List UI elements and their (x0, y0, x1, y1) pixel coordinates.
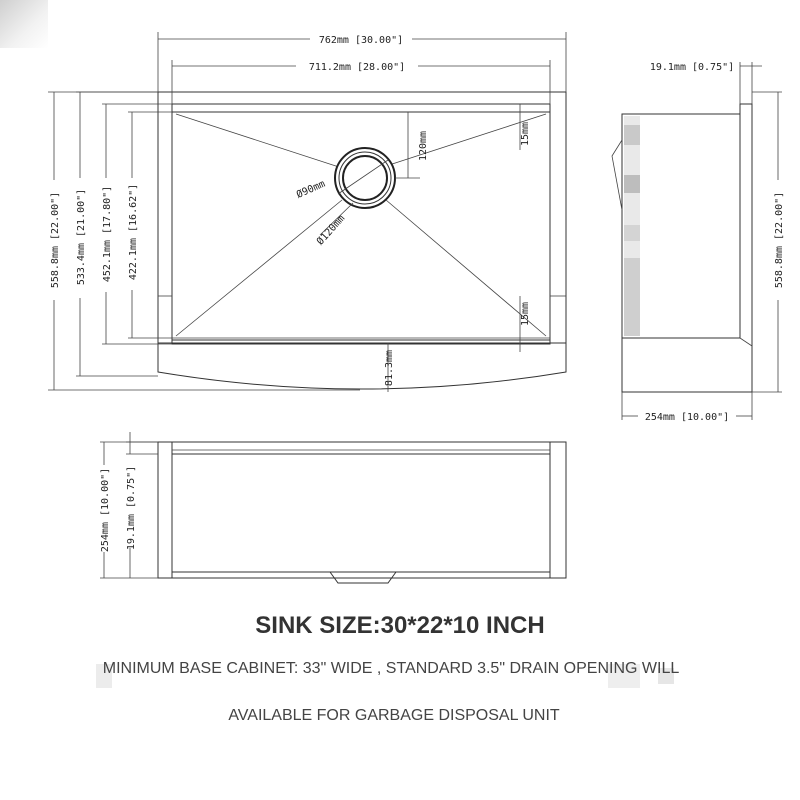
dim-slope-top (520, 104, 531, 150)
cabinet-note-line1: MINIMUM BASE CABINET: 33" WIDE , STANDARD 3.5" DRAIN OPENING WILL (102, 660, 680, 677)
pixel-artifact (0, 0, 48, 48)
svg-text:81.3mm: 81.3mm (384, 349, 395, 387)
side-outline (622, 104, 752, 392)
svg-text:15mm: 15mm (520, 301, 531, 327)
side-view (612, 104, 752, 392)
svg-text:254mm [10.00"]: 254mm [10.00"] (100, 467, 111, 553)
dim-side-height (622, 392, 752, 423)
dim-front-ledge (126, 432, 158, 578)
ledge-outline (172, 104, 550, 344)
svg-text:422.1mm [16.62"]: 422.1mm [16.62"] (128, 183, 139, 281)
svg-text:15mm: 15mm (520, 121, 531, 147)
dim-side-ledge (650, 62, 762, 104)
svg-text:19.1mm [0.75"]: 19.1mm [0.75"] (126, 465, 137, 551)
svg-text:533.4mm [21.00"]: 533.4mm [21.00"] (76, 188, 87, 286)
sink-size-title: SINK SIZE:30*22*10 INCH (255, 612, 545, 639)
dim-drain-offset (395, 112, 429, 178)
svg-text:254mm [10.00"]: 254mm [10.00"] (644, 412, 730, 423)
dim-side-depth (752, 92, 785, 392)
dim-apron (384, 343, 395, 392)
svg-text:120mm: 120mm (418, 130, 429, 162)
front-view (158, 442, 566, 583)
svg-text:762mm [30.00"]: 762mm [30.00"] (318, 35, 404, 46)
svg-text:558.8mm [22.00"]: 558.8mm [22.00"] (774, 191, 785, 289)
dim-inner-width (172, 60, 550, 104)
dim-558-left (48, 92, 360, 390)
cabinet-note-line2: AVAILABLE FOR GARBAGE DISPOSAL UNIT (228, 707, 560, 724)
svg-text:711.2mm [28.00"]: 711.2mm [28.00"] (308, 62, 406, 73)
basin-outline (172, 112, 550, 340)
drain-outer-label: Ø120mm (314, 213, 348, 248)
front-outline (158, 442, 566, 578)
svg-text:19.1mm [0.75"]: 19.1mm [0.75"] (649, 62, 735, 73)
svg-text:558.8mm [22.00"]: 558.8mm [22.00"] (50, 191, 61, 289)
slope-line (176, 200, 342, 336)
slope-line (176, 114, 342, 168)
top-view (158, 92, 566, 389)
dim-422 (128, 112, 172, 338)
dim-533 (76, 92, 158, 376)
drain-inner-label: Ø90mm (294, 178, 327, 201)
svg-text:452.1mm [17.80"]: 452.1mm [17.80"] (102, 185, 113, 283)
